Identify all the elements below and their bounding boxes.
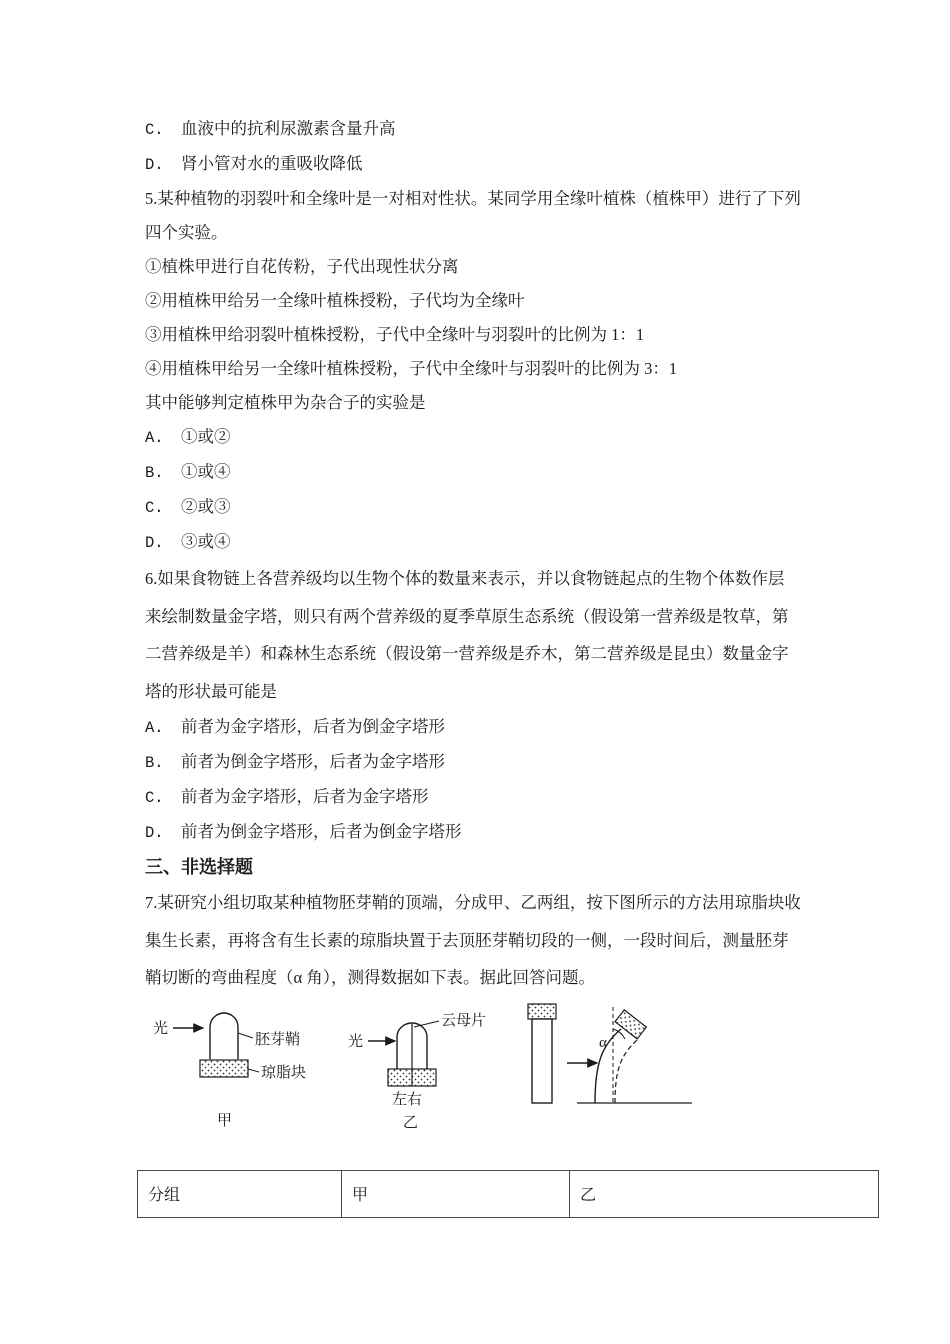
q5-stem-line: 5.某种植物的羽裂叶和全缘叶是一对相对性状。某同学用全缘叶植株（植株甲）进行了下列	[145, 189, 801, 208]
q6-stem-line: 6.如果食物链上各营养级均以生物个体的数量来表示，并以食物链起点的生物个体数作层	[145, 569, 785, 588]
option-label: D.	[145, 824, 164, 842]
q7-stem-line: 集生长素，再将含有生长素的琼脂块置于去顶胚芽鞘切段的一侧，一段时间后，测量胚芽	[145, 930, 789, 950]
table-header-yi: 乙	[570, 1170, 879, 1217]
option-text: 血液中的抗利尿激素含量升高	[181, 119, 396, 138]
option-text: ①或②	[181, 427, 231, 446]
option-text: 前者为金字塔形，后者为倒金字塔形	[181, 717, 445, 736]
option-label: A.	[145, 429, 164, 447]
q6-stem-line: 二营养级是羊）和森林生态系统（假设第一营养级是乔木，第二营养级是昆虫）数量金字	[145, 644, 789, 663]
option-line	[145, 455, 815, 490]
option-line	[145, 815, 815, 850]
mica-label: 云母片	[441, 1012, 487, 1029]
option-text: 前者为倒金字塔形，后者为金字塔形	[181, 752, 445, 771]
q7-stem-line: 鞘切断的弯曲程度（α 角），测得数据如下表。据此回答问题。	[145, 968, 596, 987]
option-label: C.	[145, 121, 164, 139]
option-label: B.	[145, 754, 164, 772]
option-line	[145, 490, 815, 525]
coleoptile-label: 胚芽鞘	[255, 1031, 301, 1048]
option-line	[145, 745, 815, 780]
light-label: 光	[348, 1033, 364, 1050]
table-header-group: 分组	[138, 1170, 342, 1217]
leader-line	[248, 1069, 259, 1072]
caption-yi: 乙	[403, 1114, 419, 1131]
option-label: B.	[145, 464, 164, 482]
leader-line	[238, 1033, 253, 1038]
option-label: C.	[145, 789, 164, 807]
option-text: 肾小管对水的重吸收降低	[181, 154, 363, 173]
option-line	[145, 420, 815, 455]
option-text: ①或④	[181, 462, 231, 481]
option-label: C.	[145, 499, 164, 517]
coleoptile-shape	[210, 1013, 238, 1059]
table-header-row	[138, 1170, 879, 1217]
q7-stem-line: 7.某研究小组切取某种植物胚芽鞘的顶端，分成甲、乙两组，按下图所示的方法用琼脂块收	[145, 893, 801, 912]
option-text: 前者为金字塔形，后者为金字塔形	[181, 787, 429, 806]
q5-experiment-line: ①植株甲进行自花传粉，子代出现性状分离	[145, 257, 459, 276]
option-label: D.	[145, 156, 164, 174]
bent-coleoptile-right-edge	[615, 1040, 637, 1103]
option-label: D.	[145, 534, 164, 552]
agar-block-shape	[528, 1004, 556, 1019]
q7-data-table	[137, 1170, 879, 1218]
option-line	[145, 525, 815, 560]
option-line	[145, 112, 815, 147]
section-title: 三、非选择题	[145, 857, 253, 877]
option-line	[145, 710, 815, 745]
q6-stem-line: 来绘制数量金字塔，则只有两个营养级的夏季草原生态系统（假设第一营养级是牧草，第	[145, 606, 789, 626]
option-line	[145, 780, 815, 815]
decapitated-coleoptile-shape	[532, 1019, 552, 1103]
q7-figure	[147, 1003, 815, 1148]
q5-experiment-line: ④用植株甲给另一全缘叶植株授粉，子代中全缘叶与羽裂叶的比例为 3：1	[145, 359, 678, 378]
option-line	[145, 147, 815, 182]
q6-stem-line: 塔的形状最可能是	[145, 681, 277, 701]
agar-label: 琼脂块	[261, 1064, 307, 1081]
agar-block-shape	[200, 1060, 248, 1077]
alpha-label: α	[599, 1034, 607, 1051]
table-header-jia: 甲	[342, 1170, 570, 1217]
option-text: 前者为倒金字塔形，后者为倒金字塔形	[181, 822, 462, 841]
q5-experiment-line: ②用植株甲给另一全缘叶植株授粉，子代均为全缘叶	[145, 291, 525, 310]
left-right-label: 左右	[392, 1091, 423, 1108]
q5-stem-line: 四个实验。	[145, 223, 228, 242]
coleoptile-experiment-diagram	[147, 1003, 827, 1143]
q5-experiment-line: ③用植株甲给羽裂叶植株授粉，子代中全缘叶与羽裂叶的比例为 1：1	[145, 325, 645, 344]
option-text: ②或③	[181, 497, 231, 516]
light-label: 光	[153, 1020, 169, 1037]
tilted-agar-block-shape	[615, 1009, 646, 1038]
caption-jia: 甲	[217, 1112, 233, 1129]
option-label: A.	[145, 719, 164, 737]
option-text: ③或④	[181, 532, 231, 551]
q5-question-line: 其中能够判定植株甲为杂合子的实验是	[145, 393, 426, 412]
